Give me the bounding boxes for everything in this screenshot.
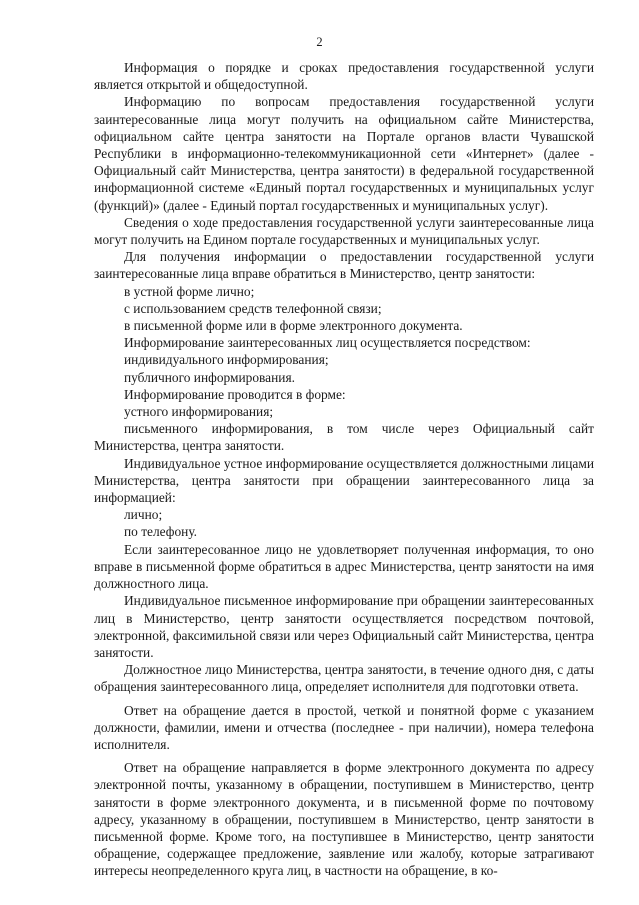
- paragraph-15: лично;: [124, 507, 163, 523]
- paragraph-6: с использованием средств телефонной связи;: [124, 300, 382, 316]
- paragraph-4: Для получения информации о предоставлении государственной услуги заинтересованные лица вправе обратиться в Министерство, центр занятости:: [94, 249, 594, 282]
- paragraph-1: Информация о порядке и сроках предоставления государственной услуги является открытой и общедоступной.: [94, 60, 594, 93]
- paragraph-2: Информацию по вопросам предоставления государственной услуги заинтересованные лица могут получить на официальном сайте Министерства, официальном сайте центра занятости на Портале органов власти Чувашской Республики в информационно-телекоммуникационной сети «Интернет» (далее - Официальный сайт Министерства, центра занятости) в федеральной государственной информационной системе «Единый портал государственных и муниципальных услуг (функций)» (далее - Единый портал государственных и муниципальных услуг).: [94, 94, 594, 213]
- paragraph-17: Если заинтересованное лицо не удовлетворяет полученная информация, то оно вправе в письменной форме обратиться в адрес Министерства, центр занятости на имя должностного лица.: [94, 541, 594, 592]
- paragraph-3: Сведения о ходе предоставления государственной услуги заинтересованные лица могут получить на Едином портале государственных и муниципальных услуг.: [94, 214, 594, 248]
- paragraph-16: по телефону.: [124, 524, 198, 540]
- paragraph-18: Индивидуальное письменное информирование при обращении заинтересованных лиц в Министерство, центр занятости осуществляется посредством почтовой, электронной, факсимильной связи или через Официальный сайт Министерства, центра занятости.: [94, 593, 594, 660]
- page-number: 2: [316, 35, 323, 49]
- paragraph-13: письменного информирования, в том числе через Официальный сайт Министерства, центра занятости.: [94, 421, 594, 454]
- paragraph-7: в письменной форме или в форме электронного документа.: [124, 318, 463, 334]
- paragraph-19: Должностное лицо Министерства, центра занятости, в течение одного дня, с даты обращения заинтересованного лица, определяет исполнителя для подготовки ответа.: [94, 662, 594, 695]
- paragraph-11: Информирование проводится в форме:: [124, 386, 346, 402]
- paragraph-8: Информирование заинтересованных лиц осуществляется посредством:: [124, 335, 531, 351]
- paragraph-10: публичного информирования.: [124, 369, 295, 385]
- paragraph-20: Ответ на обращение дается в простой, четкой и понятной форме с указанием должности, фамилии, имени и отчества (последнее - при наличии), номера телефона исполнителя.: [94, 702, 594, 752]
- paragraph-9: индивидуального информирования;: [124, 352, 329, 368]
- document-body: [94, 59, 594, 880]
- paragraph-12: устного информирования;: [124, 404, 274, 420]
- paragraph-5: в устной форме лично;: [124, 283, 255, 299]
- paragraph-14: Индивидуальное устное информирование осуществляется должностными лицами Министерства, центра занятости при обращении заинтересованного лица за информацией:: [94, 455, 594, 506]
- paragraph-21: Ответ на обращение направляется в форме электронного документа по адресу электронной почты, указанному в обращении, поступившем в Министерство, центр занятости в форме электронного документа, и в письменной форме по почтовому адресу, указанному в обращении, поступившем в Министерство, центр занятости в письменной форме. Кроме того, на поступившее в Министерство, центр занятости обращение, содержащее предложение, заявление или жалобу, которые затрагивают интересы неопределенного круга лиц, в частности на обращение, в ко-: [94, 760, 594, 879]
